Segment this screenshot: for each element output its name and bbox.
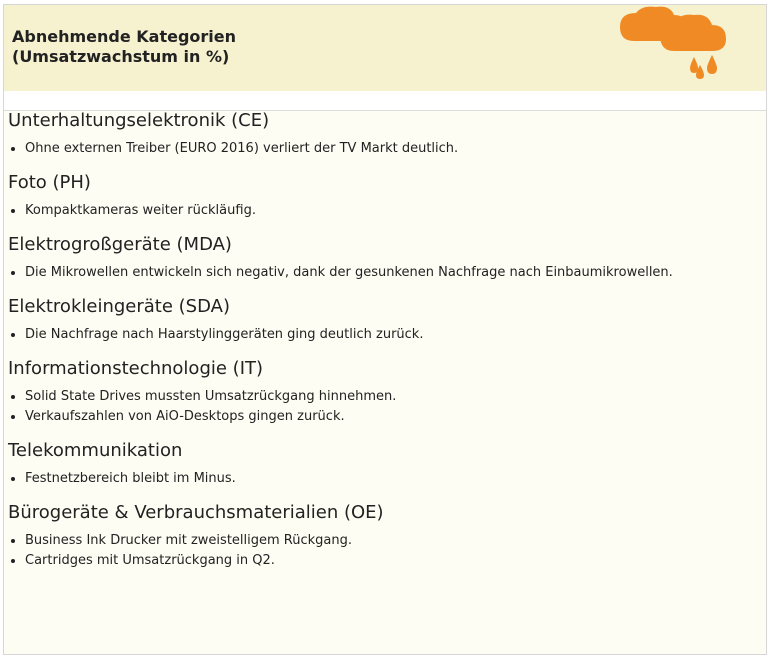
bullet-list: [8, 469, 764, 489]
bullet-list: [8, 263, 764, 283]
list-item: Verkaufszahlen von AiO-Desktops gingen zurück.: [8, 407, 764, 427]
section-heading: Foto (PH): [8, 172, 91, 193]
list-item: Die Mikrowellen entwickeln sich negativ, dank der gesunkenen Nachfrage nach Einbaumikrowellen.: [8, 263, 764, 283]
list-item: Ohne externen Treiber (EURO 2016) verliert der TV Markt deutlich.: [8, 139, 764, 159]
bullet-list: [8, 139, 764, 159]
section-list: [8, 110, 764, 584]
section-mda: [8, 234, 764, 283]
list-item: Cartridges mit Umsatzrückgang in Q2.: [8, 551, 764, 571]
section-heading: Elektrokleingeräte (SDA): [8, 296, 230, 317]
list-item: Business Ink Drucker mit zweistelligem Rückgang.: [8, 531, 764, 551]
section-heading: Elektrogroßgeräte (MDA): [8, 234, 232, 255]
section-ph: [8, 172, 764, 221]
rain-cloud-icon: [616, 5, 732, 85]
list-item: Solid State Drives mussten Umsatzrückgang hinnehmen.: [8, 387, 764, 407]
section-heading: Unterhaltungselektronik (CE): [8, 110, 270, 131]
section-it: [8, 358, 764, 427]
header-divider: [4, 91, 766, 111]
section-ce: [8, 110, 764, 159]
section-sda: [8, 296, 764, 345]
list-item: Festnetzbereich bleibt im Minus.: [8, 469, 764, 489]
bullet-list: [8, 531, 764, 571]
section-heading: Telekommunikation: [8, 440, 183, 461]
section-telecom: [8, 440, 764, 489]
bullet-list: [8, 325, 764, 345]
list-item: Kompaktkameras weiter rückläufig.: [8, 201, 764, 221]
panel-header: [4, 5, 766, 92]
section-heading: Informationstechnologie (IT): [8, 358, 264, 379]
section-heading: Bürogeräte & Verbrauchsmaterialien (OE): [8, 502, 384, 523]
page-title: Abnehmende Kategorien (Umsatzwachstum in %): [12, 27, 237, 66]
bullet-list: [8, 387, 764, 427]
section-oe: [8, 502, 764, 571]
bullet-list: [8, 201, 764, 221]
list-item: Die Nachfrage nach Haarstylinggeräten ging deutlich zurück.: [8, 325, 764, 345]
